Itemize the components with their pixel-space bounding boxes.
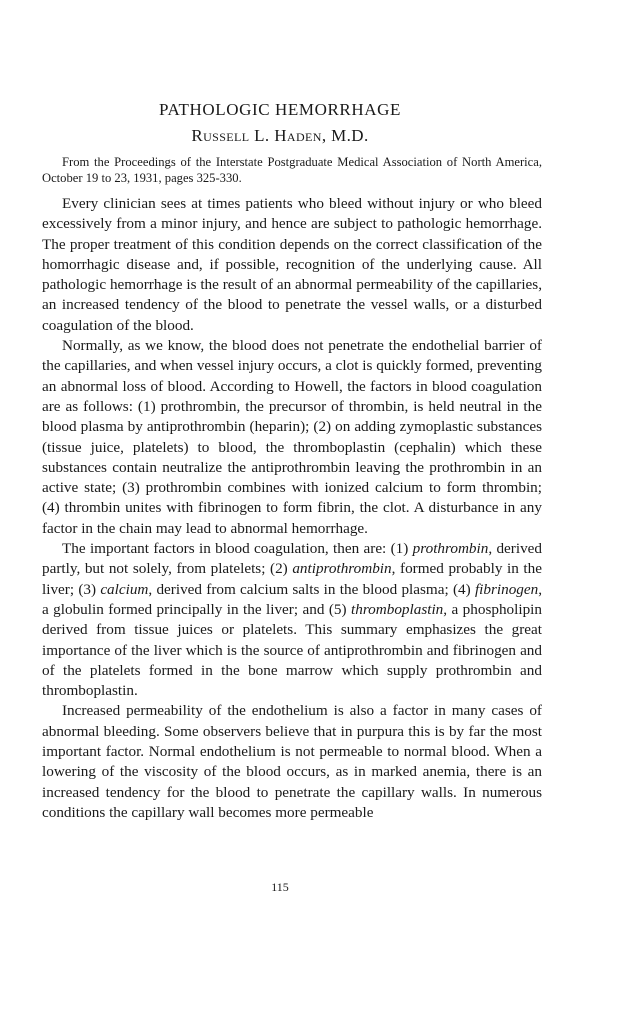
paragraph-3-text: , a globulin formed principally in the liver; and (5) [42, 580, 543, 618]
paragraph-3-text: , derived partly, but not solely, from platelets; (2) [42, 540, 542, 578]
paragraph-1: Every clinician sees at times patients who bleed without injury or who bleed excessively from a minor injury, and hence are subject to pathologic hemorrhage. The proper treatment of this condition depends on the correct classification of the homorrhagic disease and, if possible, recognition of the underlying cause. All pathologic hemorrhage is the result of an abnormal permeability of the capillaries, an increased tendency of the blood to penetrate the vessel walls, or a disturbed coagulation of the blood. [42, 195, 542, 334]
source-note-text: From the Proceedings of the Interstate Postgraduate Medical Association of North America, October 19 to 23, 1931, pages 325-330. [42, 155, 542, 185]
paragraph-2: Normally, as we know, the blood does not penetrate the endothelial barrier of the capillaries, and when vessel injury occurs, a clot is quickly formed, preventing an abnormal loss of blood. According to Howell, the factors in blood coagulation are as follows: (1) prothrombin, the precursor of thrombin, is held neutral in the blood plasma by antiprothrombin (heparin); (2) on adding zymoplastic substances (tissue juice, platelets) to blood, the thromboplastin (cephalin) which these substances contain neutralize the antiprothrombin leaving the prothrombin in an active state; (3) prothrombin combines with ionized calcium to form thrombin; (4) thrombin unites with fibrinogen to form fibrin, the clot. A disturbance in any factor in the chain may lead to abnormal hemorrhage. [42, 337, 542, 537]
term-thromboplastin: thromboplastin [351, 600, 444, 618]
paragraph-3-text: , formed probably in the liver; (3) [42, 560, 542, 598]
source-note [42, 154, 542, 186]
body-text [42, 194, 542, 823]
paragraph-3-text: , derived from calcium salts in the blood plasma; (4) [148, 580, 475, 598]
term-fibrinogen: fibrinogen [474, 580, 539, 598]
term-antiprothrombin: antiprothrombin [292, 560, 392, 578]
paragraph-3-text: , a phospholipin derived from tissue juices or platelets. This summary emphasizes the great importance of the liver which is the source of antiprothrombin and fibrinogen and of the platelets formed in the bone marrow which supply prothrombin and thromboplastin. [42, 600, 542, 700]
term-prothrombin: prothrombin [412, 540, 489, 558]
page-number: 115 [271, 880, 289, 894]
author-line: Russell L. Haden, M.D. [191, 126, 369, 145]
term-calcium: calcium [100, 580, 149, 598]
paragraph-3 [42, 539, 542, 701]
page-title: PATHOLOGIC HEMORRHAGE [159, 100, 401, 119]
paragraph-3-text: The important factors in blood coagulation, then are: (1) [62, 540, 413, 558]
paragraph-4: Increased permeability of the endothelium is also a factor in many cases of abnormal bleeding. Some observers believe that in purpura this is by far the most important factor. Normal endothelium is not permeable to normal blood. When a lowering of the viscosity of the blood occurs, as in marked anemia, there is an increased tendency for the blood to penetrate the capillary walls. In numerous conditions the capillary wall becomes more permeable [42, 702, 542, 821]
